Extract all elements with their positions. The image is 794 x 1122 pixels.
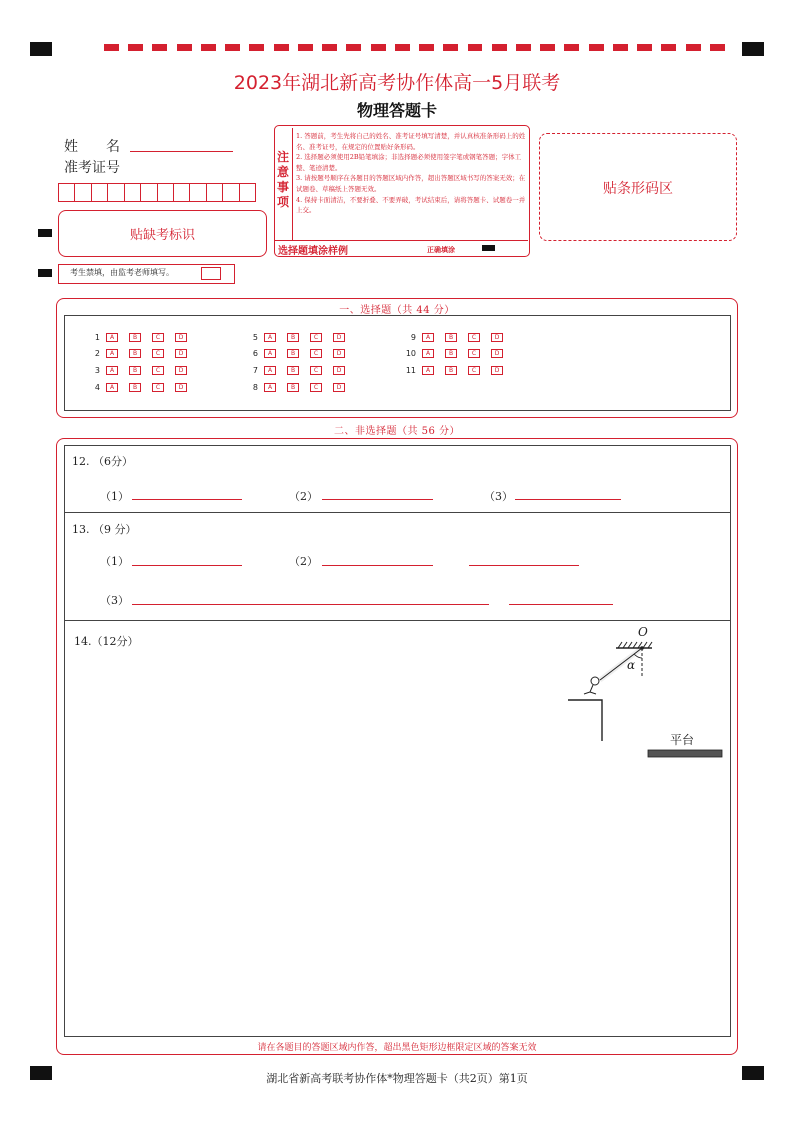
choice-item[interactable]: 2 A B C D [86, 349, 198, 358]
q13-blank-3-label: （3） [100, 594, 129, 607]
platform-label: 平台 [670, 733, 695, 747]
choice-item[interactable]: 4 A B C D [86, 383, 198, 392]
q14-figure [560, 624, 730, 764]
choice-answer-box [64, 315, 731, 411]
missing-exam-label: 贴缺考标识 [129, 228, 195, 243]
q12-blank-2-label: （2） [289, 490, 318, 503]
q13-blank-2b[interactable] [469, 565, 579, 566]
page-title: 2023年湖北新高考协作体高一5月联考 [233, 72, 561, 94]
choice-item[interactable]: 11 A B C D [402, 366, 514, 375]
notice-heading: 注 意 事 项 [277, 150, 290, 209]
side-mark [38, 229, 52, 237]
corner-mark-top-right [742, 42, 764, 56]
q14-label: 14.（12分） [74, 635, 139, 648]
nonchoice-section-title: 二、非选择题（共 56 分） [333, 426, 461, 437]
side-mark [38, 269, 52, 277]
figure-label-O: O [638, 625, 648, 639]
barcode-label: 贴条形码区 [603, 181, 673, 197]
q13-blank-3a[interactable] [132, 604, 489, 605]
page-footer: 湖北省新高考联考协作体*物理答题卡（共2页）第1页 [266, 1072, 528, 1085]
notice-items: 1. 答题前，考生先将自己的姓名、准考证号填写清楚，并认真核准条形码上的姓名、准考证号，在规定的位置贴好条形码。 2. 选择题必须使用2B铅笔填涂；非选择题必须使用签字笔或钢笔答题；字体工整、笔迹清楚。 3. 请按题号顺序在各题目的答题区域内作答，超出答题区域书写的答案无效；在试题卷、草稿纸上答题无效。 4. 保持卡面清洁，不要折叠、不要弄破，考试结束后，请将答题卡、试题卷一并上交。 [296, 132, 526, 215]
choice-item[interactable]: 6 A B C D [244, 349, 356, 358]
q12-blank-3[interactable] [515, 499, 621, 500]
figure-label-alpha: α [627, 658, 636, 672]
q13-blank-1[interactable] [132, 565, 242, 566]
q13-blank-1-label: （1） [100, 555, 129, 568]
choice-item[interactable]: 10 A B C D [402, 349, 514, 358]
choice-item[interactable]: 5 A B C D [244, 333, 356, 342]
q13-blank-2-label: （2） [289, 555, 318, 568]
correct-fill-sample [482, 245, 495, 251]
correct-fill-label: 正确填涂 [427, 246, 455, 254]
answer-area-warning: 请在各题目的答题区域内作答，超出黑色矩形边框限定区域的答案无效 [257, 1043, 537, 1053]
q13-blank-2a[interactable] [322, 565, 433, 566]
sample-label: 选择题填涂样例 [278, 246, 348, 257]
q12-label: 12. （6分） [72, 455, 133, 468]
choice-item[interactable]: 8 A B C D [244, 383, 356, 392]
q13-label: 13. （9 分） [72, 523, 137, 536]
exam-number-label: 准考证号 [64, 160, 120, 176]
choice-item[interactable]: 9 A B C D [402, 333, 514, 342]
missing-note: 考生禁填，由监考老师填写。 [70, 268, 174, 277]
q13-blank-3b[interactable] [509, 604, 613, 605]
name-field[interactable] [130, 151, 233, 152]
q12-blank-1[interactable] [132, 499, 242, 500]
q12-blank-1-label: （1） [100, 490, 129, 503]
choice-item[interactable]: 7 A B C D [244, 366, 356, 375]
missing-checkbox[interactable] [201, 267, 221, 280]
q12-blank-3-label: （3） [484, 490, 513, 503]
page-subtitle: 物理答题卡 [356, 101, 437, 120]
q12-blank-2[interactable] [322, 499, 433, 500]
exam-number-boxes[interactable] [58, 183, 256, 202]
corner-mark-top-left [30, 42, 52, 56]
choice-item[interactable]: 3 A B C D [86, 366, 198, 375]
choice-section-title: 一、选择题（共 44 分） [339, 305, 455, 316]
timing-marks [104, 44, 734, 52]
choice-item[interactable]: 1 A B C D [86, 333, 198, 342]
name-label: 姓 名 [64, 139, 120, 155]
